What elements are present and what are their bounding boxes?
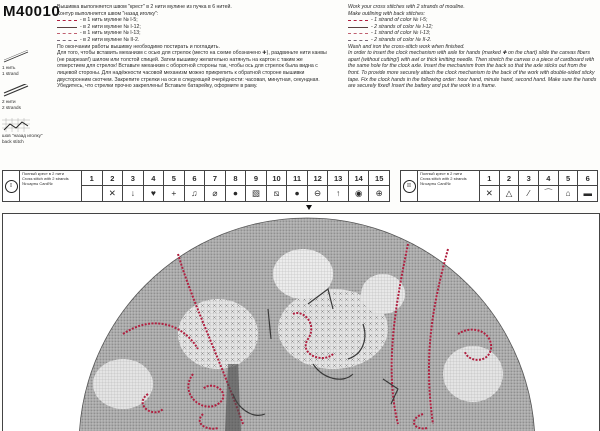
key-cell <box>500 171 520 201</box>
key-header: Полный крест в 2 нити Cross stitch with 2 strands № карты Card№ <box>20 171 82 201</box>
key-number: 9 <box>246 171 266 186</box>
key-cell <box>226 171 247 201</box>
key-symbol-icon: ⧅ <box>273 188 280 199</box>
key-number: 6 <box>578 171 597 186</box>
en-thread-4: - 2 strands of color № II-2. <box>348 37 598 44</box>
key-symbol-icon: ◉ <box>354 188 363 199</box>
ru-thread-1: - в 1 нить мулине № I-5; <box>57 17 332 24</box>
key-number: 1 <box>82 171 102 186</box>
key-number: 3 <box>123 171 143 186</box>
thread-swatch-icon <box>348 33 368 34</box>
key-cell <box>539 171 559 201</box>
legend-back-stitch: шов "назад иголку" back stitch <box>2 118 54 144</box>
key-cell <box>267 171 288 201</box>
key-number: 5 <box>559 171 578 186</box>
thread-swatch-icon <box>57 20 77 21</box>
key-symbol-icon: ⌀ <box>212 188 218 199</box>
key-number: 1 <box>480 171 499 186</box>
en-instructions: In order to insert the clock mechanism with axle for hands (marked ✚ on the chart) slide the canvas fibers apart (without cutting!) with awl or thick knitting needle. Then stretch the canvas o a piece of cardboard with the same hole for the clock axle. Insert the mechanism from the back so that the axle sticks out from the front. To provide more securely attach the clock mechanism to the back of the work with double-sided sticky tape. Fix the clock hands in the following order: hour hand, minute hand, second hand. Make sure the hands are securely fixed! Insert the battery and put the work in a frame. <box>348 50 597 90</box>
key-cell <box>103 171 124 201</box>
key-cell <box>185 171 206 201</box>
key-number: 14 <box>349 171 369 186</box>
key-symbol-icon: ▧ <box>252 188 261 199</box>
key-symbol-icon: ● <box>232 188 239 199</box>
key-cell <box>308 171 329 201</box>
key-symbol-icon: ● <box>294 188 300 199</box>
ru-instructions: Для того, чтобы вставить механизм с осью для стрелок (место на схеме обозначено ✚), раздвиньте нити канвы (не разрезая!) шилом или толстой спицей. Затем вышивку желательно натянуть на картон с таким же отверстием для стрелок! Вставьте механизм с оборотной стороны так, чтобы ось для стрелок была видна с лицевой стороны. Для надёжности часовой механизм можно прикрепить к обратной стороне вышивки двусторонним скотчем. Закрепите стрелки на оси в следующей очерёдности: часовая, минутная, секундная. Убедитесь, что стрелки прочно закреплены! Вставьте батарейку, оформите в раму. <box>57 50 327 90</box>
key-header: Полный крест в 2 нити Cross stitch with 2 strands № карты Card№ <box>418 171 480 201</box>
key-cell <box>205 171 226 201</box>
key-symbol-icon: ✕ <box>485 188 493 199</box>
key-symbol-icon <box>82 186 102 201</box>
key-cell <box>328 171 349 201</box>
color-key-table-2 <box>400 170 598 202</box>
key-number: 2 <box>103 171 123 186</box>
key-number: 12 <box>308 171 328 186</box>
key-card-id: II <box>401 171 418 201</box>
key-number: 4 <box>144 171 164 186</box>
en-contour-title: Make outlining with back stitches: <box>348 10 425 17</box>
thread-swatch-icon <box>348 40 368 41</box>
key-cell <box>559 171 579 201</box>
ru-finish: По окончании работы вышивку необходимо постирать и погладить. <box>57 43 220 50</box>
key-cells <box>480 171 597 201</box>
ru-thread-3: - в 1 нить мулине № I-13; <box>57 30 332 37</box>
key-cell <box>369 171 389 201</box>
instructions-english <box>348 4 598 90</box>
key-card-id: I <box>3 171 20 201</box>
en-thread-2: - 2 strands of color № I-12; <box>348 24 598 31</box>
key-cell <box>82 171 103 201</box>
ru-thread-4: - в 2 нити мулине № II-2. <box>57 37 332 44</box>
key-symbol-icon: ⌒ <box>544 188 553 199</box>
key-cell <box>578 171 597 201</box>
chart-canvas <box>3 214 599 431</box>
thread-swatch-icon <box>348 27 368 28</box>
key-symbol-icon: △ <box>505 188 513 199</box>
color-key-table-1 <box>2 170 390 202</box>
ru-contour-title: Контур выполняется швом "назад иголку": <box>57 10 159 17</box>
back-stitch-icon <box>2 118 30 132</box>
key-symbol-icon: ▬ <box>583 188 592 199</box>
key-number: 13 <box>328 171 348 186</box>
key-symbol-icon: ↓ <box>130 188 135 199</box>
two-strands-icon <box>2 84 30 98</box>
en-thread-1: - 1 strand of color № I-5; <box>348 17 598 24</box>
pattern-code-title: M40010 <box>3 3 61 20</box>
key-number: 7 <box>205 171 225 186</box>
key-symbol-icon: ⁄ <box>527 188 530 199</box>
key-number: 3 <box>519 171 538 186</box>
key-number: 8 <box>226 171 246 186</box>
key-symbol-icon: ⊖ <box>314 188 322 199</box>
key-cells <box>82 171 389 201</box>
key-symbol-icon: ⌂ <box>565 188 571 199</box>
legend-two-strands: 2 нити 2 strands <box>2 84 54 110</box>
en-intro: Work your cross stitches with 2 strands of mouline. <box>348 4 465 10</box>
center-marker-icon <box>306 205 312 210</box>
thread-swatch-icon <box>57 33 77 34</box>
en-thread-3: - 1 strand of color № I-13; <box>348 30 598 37</box>
key-symbol-icon: ♥ <box>150 188 156 199</box>
key-number: 5 <box>164 171 184 186</box>
key-cell <box>246 171 267 201</box>
key-cell <box>144 171 165 201</box>
key-number: 11 <box>287 171 307 186</box>
key-number: 15 <box>369 171 389 186</box>
key-cell <box>519 171 539 201</box>
key-cell <box>480 171 500 201</box>
ru-intro: Вышивка выполняется швом "крест" в 2 нити мулине из пучка в 6 нитей. <box>57 4 232 10</box>
cross-stitch-chart <box>2 213 600 431</box>
en-finish: Wash and iron the cross-stitch work when finished. <box>348 43 465 50</box>
key-symbol-icon: + <box>171 188 177 199</box>
key-symbol-icon: ♫ <box>191 188 198 199</box>
thread-swatch-icon <box>348 20 368 21</box>
key-symbol-icon: ↑ <box>336 188 341 199</box>
instructions-russian <box>57 4 332 90</box>
legend-one-strand: 1 нить 1 strand <box>2 50 54 76</box>
key-symbol-icon: ⊕ <box>375 188 383 199</box>
key-symbol-icon: ✕ <box>108 188 116 199</box>
key-cell <box>164 171 185 201</box>
key-number: 6 <box>185 171 205 186</box>
thread-swatch-icon <box>57 27 77 28</box>
ru-thread-2: - в 2 нити мулине № I-12; <box>57 24 332 31</box>
key-number: 2 <box>500 171 519 186</box>
one-strand-icon <box>2 50 30 64</box>
key-cell <box>287 171 308 201</box>
key-cell <box>349 171 370 201</box>
key-number: 10 <box>267 171 287 186</box>
thread-swatch-icon <box>57 40 77 41</box>
stitch-legend <box>2 50 54 153</box>
key-number: 4 <box>539 171 558 186</box>
key-cell <box>123 171 144 201</box>
